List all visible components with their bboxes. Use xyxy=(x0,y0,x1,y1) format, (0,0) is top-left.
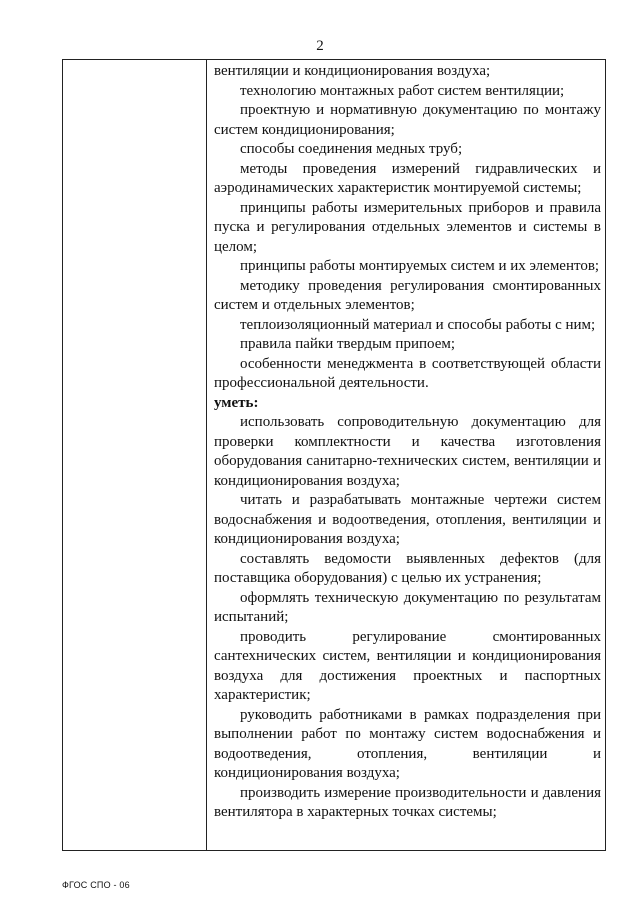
requirement-item: оформлять техническую документацию по результатам испытаний; xyxy=(214,589,601,625)
requirement-item: читать и разрабатывать монтажные чертежи систем водоснабжения и водоотведения, отопления, вентиляции и кондиционирования воздуха; xyxy=(214,492,601,547)
requirement-item: вентиляции и кондиционирования воздуха; xyxy=(214,63,491,79)
requirement-item: технологию монтажных работ систем вентиляции; xyxy=(240,82,565,99)
section-heading: уметь: xyxy=(214,394,259,411)
requirement-item: составлять ведомости выявленных дефектов (для поставщика оборудования) с целью их устранения; xyxy=(214,550,601,586)
requirement-item: теплоизоляционный материал и способы работы с ним; xyxy=(240,316,596,333)
document-table xyxy=(62,59,606,851)
requirements-text-cell xyxy=(214,62,601,823)
requirement-item: руководить работниками в рамках подразделения при выполнении работ по монтажу систем водоснабжения и водоотведения, отопления, вентиляции и кондиционирования воздуха; xyxy=(214,706,601,781)
footer-code: ФГОС СПО - 06 xyxy=(62,880,130,890)
requirement-item: методы проведения измерений гидравлических и аэродинамических характеристик монтируемой системы; xyxy=(214,160,601,196)
requirement-item: производить измерение производительности и давления вентилятора в характерных точках системы; xyxy=(214,784,601,820)
requirement-item: методику проведения регулирования смонтированных систем и отдельных элементов; xyxy=(214,277,601,313)
requirement-item: способы соединения медных труб; xyxy=(240,141,463,157)
requirement-item: особенности менеджмента в соответствующей области профессиональной деятельности. xyxy=(214,355,601,391)
column-divider xyxy=(206,60,207,850)
requirement-item: проектную и нормативную документацию по монтажу систем кондиционирования; xyxy=(214,102,601,138)
page-number: 2 xyxy=(316,38,324,54)
requirement-item: использовать сопроводительную документацию для проверки комплектности и качества изготовления оборудования санитарно-технических систем, вентиляции и кондиционирования воздуха; xyxy=(214,414,601,489)
requirement-item: правила пайки твердым припоем; xyxy=(240,336,456,352)
requirement-item: принципы работы измерительных приборов и правила пуска и регулирования отдельных элементов и системы в целом; xyxy=(214,199,601,255)
requirement-item: принципы работы монтируемых систем и их элементов; xyxy=(240,258,600,274)
requirement-item: проводить регулирование смонтированных сантехнических систем, вентиляции и кондиционирования воздуха для достижения проектных и паспортных характеристик; xyxy=(214,628,601,703)
